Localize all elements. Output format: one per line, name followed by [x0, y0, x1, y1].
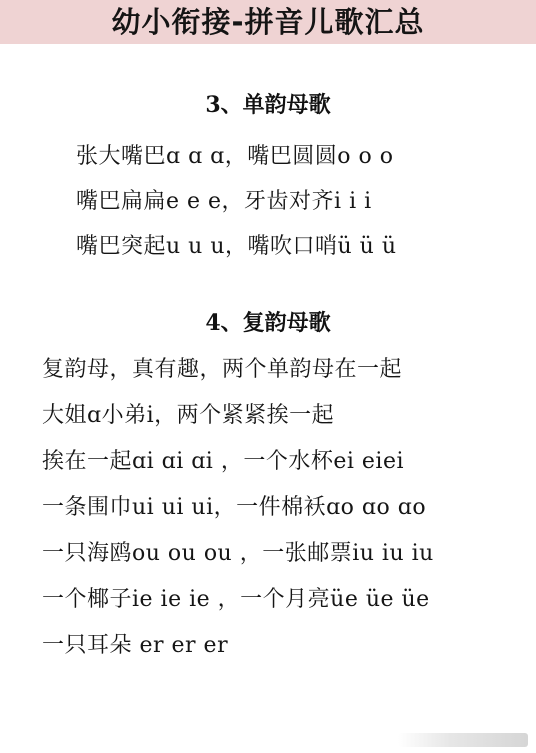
section-title-single-vowels: 3、单韵母歌	[205, 92, 331, 118]
poem-line: 大姐ɑ小弟i，两个紧紧挨一起	[42, 403, 335, 428]
poem-line: 嘴巴扁扁e e e，牙齿对齐i i i	[76, 189, 372, 214]
poem-line: 一只海鸥ou ou ou ，一张邮票iu iu iu	[42, 541, 434, 566]
page-title: 幼小衔接-拼音儿歌汇总	[111, 5, 425, 39]
watermark	[398, 733, 528, 747]
poem-line: 张大嘴巴ɑ ɑ ɑ，嘴巴圆圆o o o	[76, 144, 394, 169]
poem-line: 一只耳朵 er er er	[42, 633, 229, 658]
section-title-compound-vowels: 4、复韵母歌	[205, 310, 331, 336]
poem-line: 挨在一起ɑi ɑi ɑi ，一个水杯ei eiei	[42, 449, 404, 474]
poem-line: 嘴巴突起u u u，嘴吹口哨ü ü ü	[76, 234, 397, 259]
poem-line: 复韵母，真有趣，两个单韵母在一起	[42, 357, 403, 382]
poem-line: 一个椰子ie ie ie ，一个月亮üe üe üe	[42, 587, 430, 612]
poem-line: 一条围巾ui ui ui，一件棉袄ɑo ɑo ɑo	[42, 495, 427, 520]
